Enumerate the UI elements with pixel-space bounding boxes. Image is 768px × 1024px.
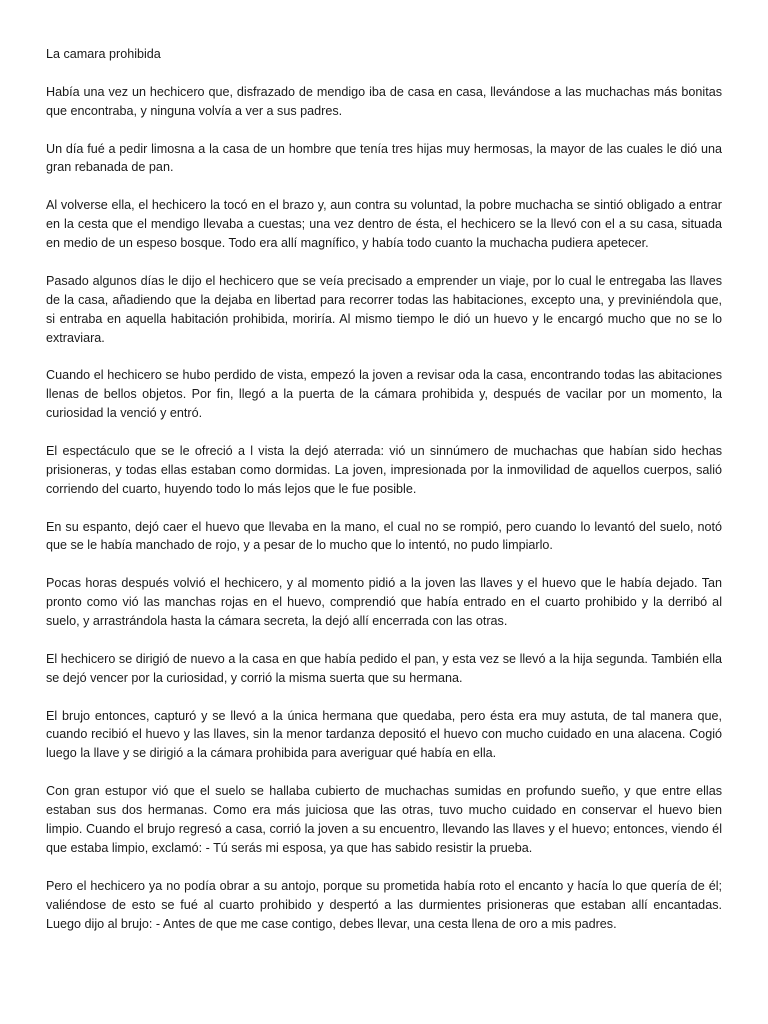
paragraph-11: Con gran estupor vió que el suelo se hallaba cubierto de muchachas sumidas en profundo sueño, y que entre ellas estaban sus dos hermanas. Como era más juiciosa que las otras, tuvo mucho cuidado en conservar el huevo bien limpio. Cuando el brujo regresó a casa, corrió la joven a su encuentro, llevando las llaves y el huevo; entonces, viendo él que estaba limpio, exclamó: - Tú serás mi esposa, ya que has sabido resistir la prueba. [46,784,722,855]
paragraph-1: Había una vez un hechicero que, disfrazado de mendigo iba de casa en casa, llevándose a las muchachas más bonitas que encontraba, y ninguna volvía a ver a sus padres. [46,84,722,118]
document-title: La camara prohibida [46,47,161,61]
paragraph-12: Pero el hechicero ya no podía obrar a su antojo, porque su prometida había roto el encanto y hacía lo que quería de él; valiéndose de esto se fué al cuarto prohibido y despertó a las durmientes prisioneras que estaban allí encantadas. Luego dijo al brujo: - Antes de que me case contigo, debes llevar, una cesta llena de oro a mis padres. [46,878,722,931]
paragraph-4: Pasado algunos días le dijo el hechicero que se veía precisado a emprender un viaje, por lo cual le entregaba las llaves de la casa, añadiendo que la dejaba en libertad para recorrer todas las habitaciones, excepto una, y previniéndola que, si entraba en aquella habitación prohibida, moriría. Al mismo tiempo le dió un huevo y le encargó mucho que no se lo extraviara. [46,273,722,345]
paragraph-10: El brujo entonces, capturó y se llevó a la única hermana que quedaba, pero ésta era muy astuta, de tal manera que, cuando recibió el huevo y las llaves, sin la menor tardanza depositó el huevo con mucho cuidado en una alacena. Cogió luego la llave y se dirigió a la cámara prohibida para averiguar qué había en ella. [46,708,722,761]
paragraph-3: Al volverse ella, el hechicero la tocó en el brazo y, aun contra su voluntad, la pobre muchacha se sintió obligado a entrar en la cesta que el mendigo llevaba a cuestas; una vez dentro de ésta, el hechicero se la llevó con el a su casa, situada en medio de un espeso bosque. Todo era allí magnífico, y había todo cuanto la muchacha pudiera apetecer. [46,198,722,251]
paragraph-9: El hechicero se dirigió de nuevo a la casa en que había pedido el pan, y esta vez se llevó a la hija segunda. También ella se dejó vencer por la curiosidad, y corrió la misma suerta que su hermana. [46,651,722,685]
paragraph-8: Pocas horas después volvió el hechicero, y al momento pidió a la joven las llaves y el huevo que le había dejado. Tan pronto como vió las manchas rojas en el huevo, comprendió que había entrado en el cuarto prohibido y la derribó al suelo, y arrastrándola hasta la cámara secreta, la dejó allí encerrada con las otras. [46,576,722,629]
paragraph-2: Un día fué a pedir limosna a la casa de un hombre que tenía tres hijas muy hermosas, la mayor de las cuales le dió una gran rebanada de pan. [46,141,722,175]
paragraph-7: En su espanto, dejó caer el huevo que llevaba en la mano, el cual no se rompió, pero cuando lo levantó del suelo, notó que se le había manchado de rojo, y a pesar de lo mucho que lo intentó, no pudo limpiarlo. [46,519,722,553]
paragraph-6: El espectáculo que se le ofreció a l vista la dejó aterrada: vió un sinnúmero de muchachas que habían sido hechas prisioneras, y todas ellas estaban como dormidas. La joven, impresionada por la inmovilidad de aquellos cuerpos, salió corriendo del cuarto, huyendo todo lo más lejos que le fue posible. [46,443,722,496]
paragraph-5: Cuando el hechicero se hubo perdido de vista, empezó la joven a revisar oda la casa, encontrando todas las abitaciones llenas de bellos objetos. Por fin, llegó a la puerta de la cámara prohibida y, después de vacilar por un momento, la curiosidad la venció y entró. [46,368,722,421]
document-page [46,45,722,952]
